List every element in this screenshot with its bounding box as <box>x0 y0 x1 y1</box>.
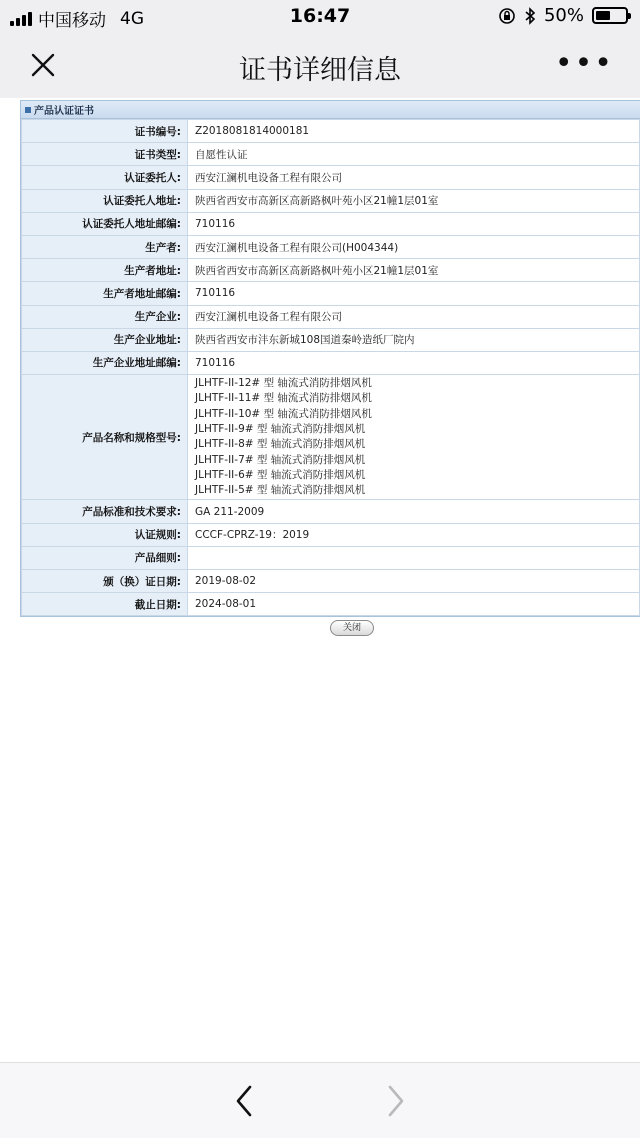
row-label: 生产者地址邮编: <box>22 282 188 305</box>
row-label: 证书编号: <box>22 120 188 143</box>
row-value: Z2018081814000181 <box>188 120 640 143</box>
panel-header-icon <box>25 107 31 113</box>
row-value: 自愿性认证 <box>188 143 640 166</box>
certificate-panel <box>20 100 640 617</box>
row-value: 西安江澜机电设备工程有限公司 <box>188 166 640 189</box>
row-value: CCCF-CPRZ-19：2019 <box>188 523 640 546</box>
row-value: 2024-08-01 <box>188 593 640 616</box>
bottom-toolbar <box>0 1062 640 1138</box>
carrier-name: 中国移动 <box>38 11 106 31</box>
orientation-lock-icon <box>498 7 516 25</box>
table-row <box>22 305 640 328</box>
row-label: 认证规则: <box>22 523 188 546</box>
table-row <box>22 546 640 569</box>
table-row <box>22 282 640 305</box>
close-button[interactable]: 关闭 <box>330 620 374 636</box>
row-value: 710116 <box>188 351 640 374</box>
row-label: 认证委托人地址: <box>22 189 188 212</box>
nav-bar <box>0 34 640 98</box>
row-label: 认证委托人: <box>22 166 188 189</box>
product-line: JLHTF-II-8# 型 轴流式消防排烟风机 <box>195 438 366 451</box>
row-value: 陕西省西安市沣东新城108国道秦岭造纸厂院内 <box>188 328 640 351</box>
row-value: 710116 <box>188 212 640 235</box>
row-label: 证书类型: <box>22 143 188 166</box>
web-content <box>0 98 640 1062</box>
row-label: 生产企业: <box>22 305 188 328</box>
table-row <box>22 120 640 143</box>
table-row <box>22 375 640 500</box>
table-row <box>22 523 640 546</box>
table-row <box>22 500 640 523</box>
table-row <box>22 259 640 282</box>
row-value: 710116 <box>188 282 640 305</box>
row-value <box>188 546 640 569</box>
table-row <box>22 328 640 351</box>
row-label: 生产者地址: <box>22 259 188 282</box>
back-arrow-icon[interactable] <box>230 1083 258 1119</box>
clock: 16:47 <box>289 5 351 27</box>
row-label: 产品细则: <box>22 546 188 569</box>
product-line: JLHTF-II-5# 型 轴流式消防排烟风机 <box>195 484 366 497</box>
row-label: 颁（换）证日期: <box>22 570 188 593</box>
table-row <box>22 166 640 189</box>
product-line: JLHTF-II-9# 型 轴流式消防排烟风机 <box>195 422 366 435</box>
row-value: 西安江澜机电设备工程有限公司(H004344) <box>188 235 640 258</box>
row-value: 西安江澜机电设备工程有限公司 <box>188 305 640 328</box>
row-label: 生产企业地址邮编: <box>22 351 188 374</box>
status-right <box>498 5 628 26</box>
row-label: 生产企业地址: <box>22 328 188 351</box>
status-bar <box>0 0 640 34</box>
row-value: GA 211-2009 <box>188 500 640 523</box>
product-line: JLHTF-II-7# 型 轴流式消防排烟风机 <box>195 453 366 466</box>
bluetooth-icon <box>524 7 536 25</box>
row-label: 认证委托人地址邮编: <box>22 212 188 235</box>
battery-percent: 50% <box>543 5 584 26</box>
product-line: JLHTF-II-10# 型 轴流式消防排烟风机 <box>195 407 372 420</box>
row-label: 产品标准和技术要求: <box>22 500 188 523</box>
table-row <box>22 570 640 593</box>
row-value: 陕西省西安市高新区高新路枫叶苑小区21幢1层01室 <box>188 259 640 282</box>
row-value: 陕西省西安市高新区高新路枫叶苑小区21幢1层01室 <box>188 189 640 212</box>
certificate-table <box>21 119 640 616</box>
panel-title: 产品认证证书 <box>34 106 94 117</box>
product-line: JLHTF-II-6# 型 轴流式消防排烟风机 <box>195 468 366 481</box>
row-value: 2019-08-02 <box>188 570 640 593</box>
table-row <box>22 143 640 166</box>
table-row <box>22 212 640 235</box>
product-line: JLHTF-II-11# 型 轴流式消防排烟风机 <box>195 392 372 405</box>
row-label: 截止日期: <box>22 593 188 616</box>
page-title: 证书详细信息 <box>239 55 401 86</box>
forward-arrow-icon[interactable] <box>382 1083 410 1119</box>
network-type: 4G <box>120 8 144 29</box>
battery-icon <box>592 7 628 24</box>
product-list <box>188 375 640 500</box>
panel-header <box>21 101 640 119</box>
row-label: 产品名称和规格型号: <box>22 375 188 500</box>
table-row <box>22 351 640 374</box>
more-options-icon[interactable]: ••• <box>554 46 614 81</box>
product-line: JLHTF-II-12# 型 轴流式消防排烟风机 <box>195 377 372 390</box>
row-label: 生产者: <box>22 235 188 258</box>
table-row <box>22 189 640 212</box>
table-row <box>22 235 640 258</box>
table-row <box>22 593 640 616</box>
